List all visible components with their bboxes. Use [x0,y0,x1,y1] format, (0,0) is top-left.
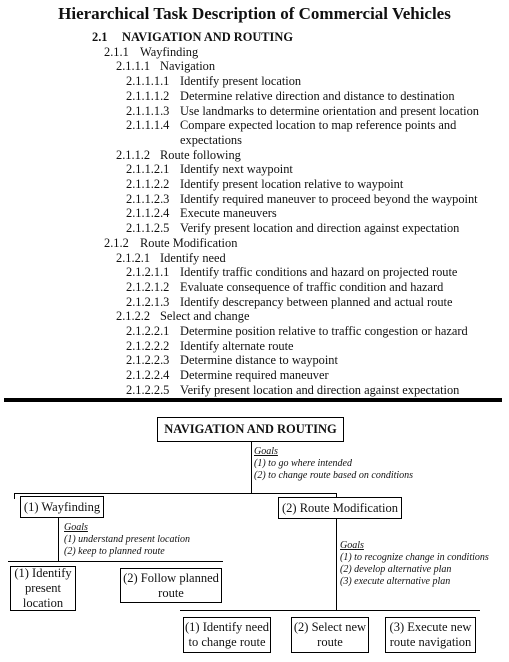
outline-number: 2.1.2.2 [116,309,151,324]
route-modification-goals-heading: Goals [340,540,364,551]
outline-item [126,265,457,280]
connector-line [8,561,223,562]
outline-item [116,309,249,324]
wayfinding-label: (1) Wayfinding [23,499,101,514]
outline-item [126,339,294,354]
identify-need-line: to change route [188,635,266,649]
route-modification-goals [340,540,489,588]
root-task-box [157,417,344,442]
route-modification-goal-item: (1) to recognize change in conditions [340,552,489,563]
root-goal-item: (1) to go where intended [254,458,352,469]
outline-text: Route following [160,147,241,162]
outline-text: Identify next waypoint [180,162,293,177]
outline-number: 2.1.2.1.2 [126,279,170,294]
outline-text: expectations [180,132,242,147]
outline-number: 2.1.1.1.4 [126,118,170,133]
outline-number: 2.1.2.2.2 [126,338,170,353]
identify-location-line: (1) Identify [14,566,72,580]
outline-item [126,177,403,192]
outline-item [126,162,293,177]
outline-text: Use landmarks to determine orientation and present location [180,103,480,118]
root-goals [254,446,413,482]
route-modification-goal-item: (2) develop alternative plan [340,564,452,575]
identify-location-line: present [24,581,62,595]
wayfinding-goals-heading: Goals [64,522,88,533]
identify-need-box [183,617,271,653]
outline-item [126,104,479,119]
follow-route-line: route [158,585,184,600]
outline-number: 2.1.2.1.1 [126,265,170,280]
outline-text: Determine relative direction and distance to destination [180,88,455,103]
outline-text: NAVIGATION AND ROUTING [122,30,293,44]
section-divider [4,398,502,402]
connector-line [14,493,337,494]
select-route-line: route [317,635,343,649]
outline-item [126,295,452,310]
outline-text: Identify present location [180,74,302,89]
outline-number: 2.1.2.2.1 [126,324,170,338]
route-modification-label: (2) Route Modification [282,500,398,515]
connector-line [180,610,480,611]
outline-number: 2.1.1.2.1 [126,162,170,177]
outline-item [116,148,241,163]
outline-number: 2.1.2.1 [116,250,151,265]
outline-text: Identify present location relative to waypoint [180,177,404,191]
execute-navigation-line: (3) Execute new [389,620,472,634]
outline-text: Identify alternate route [180,338,294,353]
outline-item [126,192,478,207]
outline-item [126,383,459,398]
connector-line [336,519,337,611]
outline-number: 2.1.1.2.2 [126,177,170,191]
root-task-label: NAVIGATION AND ROUTING [164,422,337,436]
outline-item [126,133,242,148]
outline-item [126,324,468,339]
outline-number: 2.1.1.1.1 [126,74,170,89]
outline-text: Select and change [160,309,250,324]
outline-number: 2.1.1.1.3 [126,103,170,118]
outline-number: 2.1.2.2.3 [126,353,170,368]
outline-item [126,74,301,89]
outline-number: 2.1.2.1.3 [126,294,170,309]
outline-item [126,368,329,383]
outline-text: Identify descrepancy between planned and actual route [180,294,453,309]
wayfinding-goals [64,522,190,558]
outline-number: 2.1.1.2 [116,147,151,162]
outline-number: 2.1.1.2.3 [126,191,170,206]
identify-location-box [10,566,76,611]
outline-text: Determine distance to waypoint [180,353,338,368]
wayfinding-box [20,496,104,518]
outline-item [126,118,456,133]
outline-text: Determine position relative to traffic congestion or hazard [180,324,468,338]
select-route-line: (2) Select new [293,620,367,634]
root-goals-heading: Goals [254,446,278,457]
identify-need-line: (1) Identify need [185,620,269,634]
outline-text: Execute maneuvers [180,206,277,221]
outline-number: 2.1.1 [104,44,129,59]
follow-route-box [120,568,222,603]
connector-line [58,517,59,562]
outline-text: Evaluate consequence of traffic condition and hazard [180,279,444,294]
outline-item [104,45,198,60]
outline-text: Identify required maneuver to proceed beyond the waypoint [180,191,478,206]
outline-item [126,280,443,295]
outline-item [92,30,293,45]
outline-text: Route Modification [140,235,238,250]
outline-text: Wayfinding [140,44,199,59]
outline-number: 2.1 [92,30,108,44]
outline-text: Identify traffic conditions and hazard on projected route [180,265,458,280]
outline-item [126,206,277,221]
outline-item [116,59,215,74]
outline-number: 2.1.1.2.5 [126,221,170,236]
wayfinding-goal-item: (1) understand present location [64,534,191,545]
select-route-box [291,617,369,653]
outline-number: 2.1.2.2.5 [126,382,170,397]
outline-item [104,236,237,251]
connector-line [14,493,15,499]
outline-item [126,353,338,368]
follow-route-line: (2) Follow planned [123,570,219,585]
outline-text: Verify present location and direction against expectation [180,221,460,236]
execute-navigation-box [385,617,476,653]
outline-item [126,89,455,104]
connector-line [251,441,252,494]
outline-item [126,221,459,236]
route-modification-box [278,497,402,519]
outline-number: 2.1.1.2.4 [126,206,170,221]
outline-text: Determine required maneuver [180,368,329,383]
execute-navigation-line: route navigation [389,635,472,649]
outline-number: 2.1.1.1 [116,59,151,74]
document-title: Hierarchical Task Description of Commercial Vehicles [58,4,451,23]
outline-number: 2.1.2 [104,235,129,250]
route-modification-goal-item: (3) execute alternative plan [340,576,451,587]
outline-item [116,251,226,266]
outline-number: 2.1.2.2.4 [126,368,170,383]
outline-text: Verify present location and direction against expectation [180,382,460,397]
outline-number: 2.1.1.1.2 [126,88,170,103]
identify-location-line: location [22,596,64,610]
outline-text: Navigation [160,59,216,74]
outline-text: Compare expected location to map reference points and [180,118,457,133]
outline-text: Identify need [160,250,226,265]
root-goal-item: (2) to change route based on conditions [254,470,414,481]
wayfinding-goal-item: (2) keep to planned route [64,546,165,557]
